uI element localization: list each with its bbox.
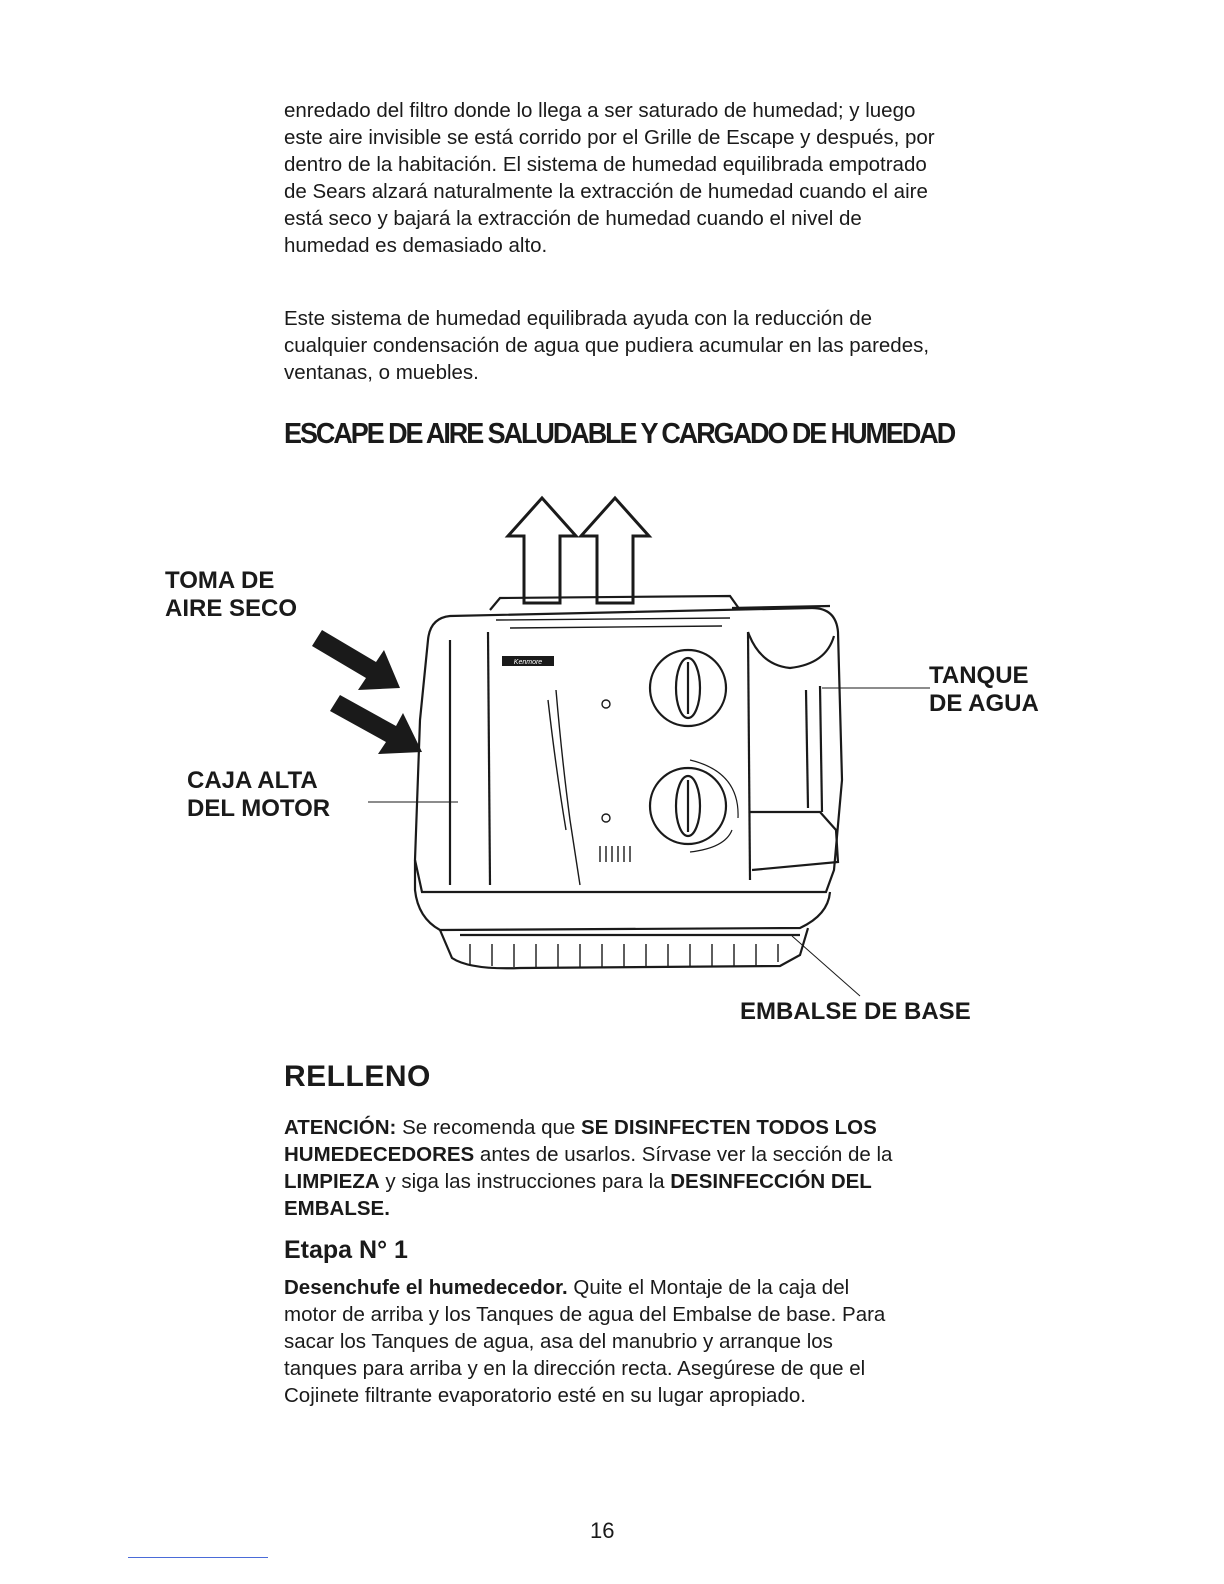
- step1-paragraph: [284, 1274, 904, 1409]
- page-number: 16: [590, 1518, 615, 1543]
- attention-text-1: Se recomenda que: [396, 1116, 581, 1139]
- humidifier-body: [415, 596, 842, 968]
- dry-air-arrow-upper-icon: [312, 630, 400, 690]
- intro-paragraph-2: Este sistema de humedad equilibrada ayuda con la reducción de cualquier condensación de agua que pudiera acumular en las paredes, ventanas, o muebles.: [284, 307, 930, 384]
- step1-text: Quite el Montaje de la caja del motor de arriba y los Tanques de agua del Embalse de base. Para sacar los Tanques de agua, asa del manubrio y arranque los tanques para arriba y en la dirección recta. Asegúrese de que el Cojinete filtrante evaporatorio esté en su lugar apropiado.: [284, 1276, 886, 1407]
- dry-air-arrow-lower-icon: [330, 695, 422, 754]
- section-heading-relleno: RELLENO: [284, 1060, 431, 1093]
- step1-lead: Desenchufe el humedecedor.: [284, 1276, 568, 1299]
- step-heading: Etapa N° 1: [284, 1236, 408, 1264]
- power-indicator-icon: [602, 700, 610, 708]
- base-leader-line: [792, 936, 860, 996]
- attention-label: ATENCIÓN:: [284, 1116, 397, 1139]
- label-motor-housing: CAJA ALTA DEL MOTOR: [187, 767, 331, 822]
- refill-indicator-icon: [602, 814, 610, 822]
- attention-bold-1: SE DISINFECTEN TODOS LOS HUMEDECEDORES: [284, 1116, 877, 1166]
- attention-text-2: antes de usarlos. Sírvase ver la sección de la: [474, 1143, 893, 1166]
- label-base: EMBALSE DE BASE: [740, 998, 971, 1025]
- vent-slats-icon: [470, 944, 778, 967]
- indicator-bars-icon: [600, 846, 630, 862]
- humid-air-arrow-left-icon: [508, 498, 576, 603]
- svg-text:Kenmore: Kenmore: [513, 659, 543, 666]
- attention-text-3: y siga las instrucciones para la: [379, 1170, 671, 1193]
- diagram-title: ESCAPE DE AIRE SALUDABLE Y CARGADO DE HUMEDAD: [284, 418, 955, 450]
- kenmore-logo: [502, 656, 554, 666]
- footer-rule: [128, 1557, 268, 1558]
- intro-paragraph-1: enredado del filtro donde lo llega a ser saturado de humedad; y luego este aire invisible se está corrido por el Grille de Escape y después, por dentro de la habitación. El sistema de humedad equilibrada empotrado de Sears alzará naturalmente la extracción de humedad cuando el aire está seco y bajará la extracción de humedad cuando el nivel de humedad es demasiado alto.: [284, 99, 935, 257]
- attention-bold-2: LIMPIEZA: [284, 1170, 380, 1193]
- attention-paragraph: [284, 1114, 904, 1222]
- humid-air-arrow-right-icon: [581, 498, 649, 603]
- label-water-tank: TANQUE DE AGUA: [929, 662, 1039, 717]
- attention-bold-3: DESINFECCIÓN DEL EMBALSE.: [284, 1170, 872, 1220]
- label-air-intake: TOMA DE AIRE SECO: [165, 567, 298, 622]
